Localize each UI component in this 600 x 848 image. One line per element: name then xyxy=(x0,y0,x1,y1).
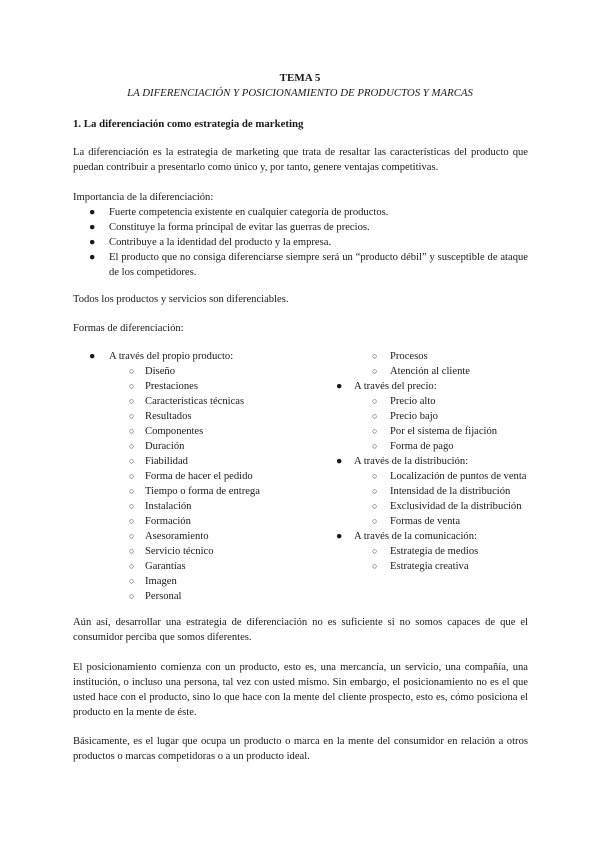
forms-label: Formas de diferenciación: xyxy=(73,323,184,334)
circle-bullet-icon: ○ xyxy=(129,516,135,526)
section-heading: 1. La diferenciación como estrategia de marketing xyxy=(73,118,304,130)
circle-bullet-icon: ○ xyxy=(372,396,378,406)
bullet-icon: ● xyxy=(89,351,96,362)
list-item: ○ Estrategia de medios xyxy=(372,546,479,557)
bullet-icon: ● xyxy=(89,207,96,218)
list-item: ○ Imagen xyxy=(129,576,177,587)
list-item: ○ Forma de pago xyxy=(372,441,454,452)
list-item: ○ Resultados xyxy=(129,411,192,422)
circle-bullet-icon: ○ xyxy=(129,456,135,466)
circle-bullet-icon: ○ xyxy=(129,381,135,391)
forms-column-left xyxy=(73,349,273,604)
positioning-definition: Básicamente, es el lugar que ocupa un producto o marca en la mente del consumidor en relación a otros productos o marcas competidoras o a un producto ideal. xyxy=(73,736,528,762)
circle-bullet-icon: ○ xyxy=(129,531,135,541)
list-item: ○ Asesoramiento xyxy=(129,531,209,542)
price-group xyxy=(334,379,528,454)
page-title: TEMA 5 xyxy=(279,72,321,84)
importance-label: Importancia de la diferenciación: xyxy=(73,192,214,203)
list-item: ○ Precio bajo xyxy=(372,411,438,422)
bullet-icon: ● xyxy=(336,381,343,392)
circle-bullet-icon: ○ xyxy=(372,426,378,436)
circle-bullet-icon: ○ xyxy=(129,591,135,601)
circle-bullet-icon: ○ xyxy=(372,351,378,361)
list-item: ○ Instalación xyxy=(129,501,192,512)
circle-bullet-icon: ○ xyxy=(372,561,378,571)
distribution-group xyxy=(334,454,528,529)
list-item: ○ Componentes xyxy=(129,426,204,437)
bullet-icon: ● xyxy=(336,456,343,467)
circle-bullet-icon: ○ xyxy=(129,501,135,511)
bullet-icon: ● xyxy=(89,252,96,263)
circle-bullet-icon: ○ xyxy=(372,516,378,526)
list-item: ○ Garantías xyxy=(129,561,186,572)
list-item: ○ Formas de venta xyxy=(372,516,461,527)
importance-list xyxy=(73,205,528,280)
list-item: ● Fuerte competencia existente en cualquier categoría de productos. xyxy=(89,207,389,218)
circle-bullet-icon: ○ xyxy=(129,411,135,421)
list-item: ○ Servicio técnico xyxy=(129,546,214,557)
list-item: ○ Atención al cliente xyxy=(372,366,471,377)
list-item: ○ Forma de hacer el pedido xyxy=(129,471,253,482)
bullet-icon: ● xyxy=(89,237,96,248)
circle-bullet-icon: ○ xyxy=(372,486,378,496)
circle-bullet-icon: ○ xyxy=(372,546,378,556)
group-heading: ● A través del propio producto: xyxy=(89,351,234,362)
closing-paragraph: Aún así, desarrollar una estrategia de diferenciación no es suficiente si no somos capaces de que el consumidor perciba que somos diferentes. xyxy=(73,617,528,643)
circle-bullet-icon: ○ xyxy=(372,366,378,376)
forms-column-right xyxy=(334,349,528,574)
list-item: ○ Por el sistema de fijación xyxy=(372,426,498,437)
circle-bullet-icon: ○ xyxy=(129,576,135,586)
list-item: ○ Localización de puntos de venta xyxy=(372,471,527,482)
list-item: ○ Características técnicas xyxy=(129,396,245,407)
differentiable-statement: Todos los productos y servicios son diferenciables. xyxy=(73,294,289,305)
list-item: ● Contribuye a la identidad del producto y la empresa. xyxy=(89,237,332,248)
circle-bullet-icon: ○ xyxy=(129,366,135,376)
group-heading: ● A través de la distribución: xyxy=(336,456,469,467)
circle-bullet-icon: ○ xyxy=(129,546,135,556)
circle-bullet-icon: ○ xyxy=(129,426,135,436)
bullet-icon: ● xyxy=(89,222,96,233)
list-item: ○ Procesos xyxy=(372,351,428,362)
list-item: ○ Precio alto xyxy=(372,396,436,407)
list-item: ● Constituye la forma principal de evitar las guerras de precios. xyxy=(89,222,370,233)
intro-paragraph: La diferenciación es la estrategia de marketing que trata de resaltar las características del producto que puedan contribuir a presentarlo como único y, por tanto, genere ventajas competitivas. xyxy=(73,147,528,173)
page-subtitle: LA DIFERENCIACIÓN Y POSICIONAMIENTO DE PRODUCTOS Y MARCAS xyxy=(127,87,473,99)
list-item: ○ Estrategia creativa xyxy=(372,561,469,572)
communication-group xyxy=(334,529,528,574)
circle-bullet-icon: ○ xyxy=(372,501,378,511)
list-item: ● El producto que no consiga diferenciarse siempre será un “producto débil” y susceptible de ataque de los competidores. xyxy=(89,252,528,278)
list-item: ○ Diseño xyxy=(129,366,176,377)
list-item: ○ Exclusividad de la distribución xyxy=(372,501,522,512)
list-item: ○ Tiempo o forma de entrega xyxy=(129,486,260,497)
circle-bullet-icon: ○ xyxy=(129,471,135,481)
list-item: ○ Intensidad de la distribución xyxy=(372,486,511,497)
list-item: ○ Personal xyxy=(129,591,182,602)
product-group xyxy=(73,349,273,604)
circle-bullet-icon: ○ xyxy=(129,441,135,451)
circle-bullet-icon: ○ xyxy=(372,441,378,451)
circle-bullet-icon: ○ xyxy=(129,561,135,571)
circle-bullet-icon: ○ xyxy=(372,411,378,421)
list-item: ○ Formación xyxy=(129,516,191,527)
list-item: ○ Prestaciones xyxy=(129,381,198,392)
group-heading: ● A través del precio: xyxy=(336,381,437,392)
product-group-continued xyxy=(334,349,528,379)
circle-bullet-icon: ○ xyxy=(372,471,378,481)
list-item: ○ Fiabilidad xyxy=(129,456,188,467)
circle-bullet-icon: ○ xyxy=(129,486,135,496)
bullet-icon: ● xyxy=(336,531,343,542)
list-item: ○ Duración xyxy=(129,441,185,452)
group-heading: ● A través de la comunicación: xyxy=(336,531,477,542)
positioning-paragraph: El posicionamiento comienza con un producto, esto es, una mercancía, un servicio, una compañía, una institución, o incluso una persona, tal vez con usted mismo. Sin embargo, el posicionamiento no es el que usted hace con el producto, sino lo que hace con la mente del cliente prospecto, esto es, cómo posiciona el producto en la mente de éste. xyxy=(73,662,528,718)
circle-bullet-icon: ○ xyxy=(129,396,135,406)
